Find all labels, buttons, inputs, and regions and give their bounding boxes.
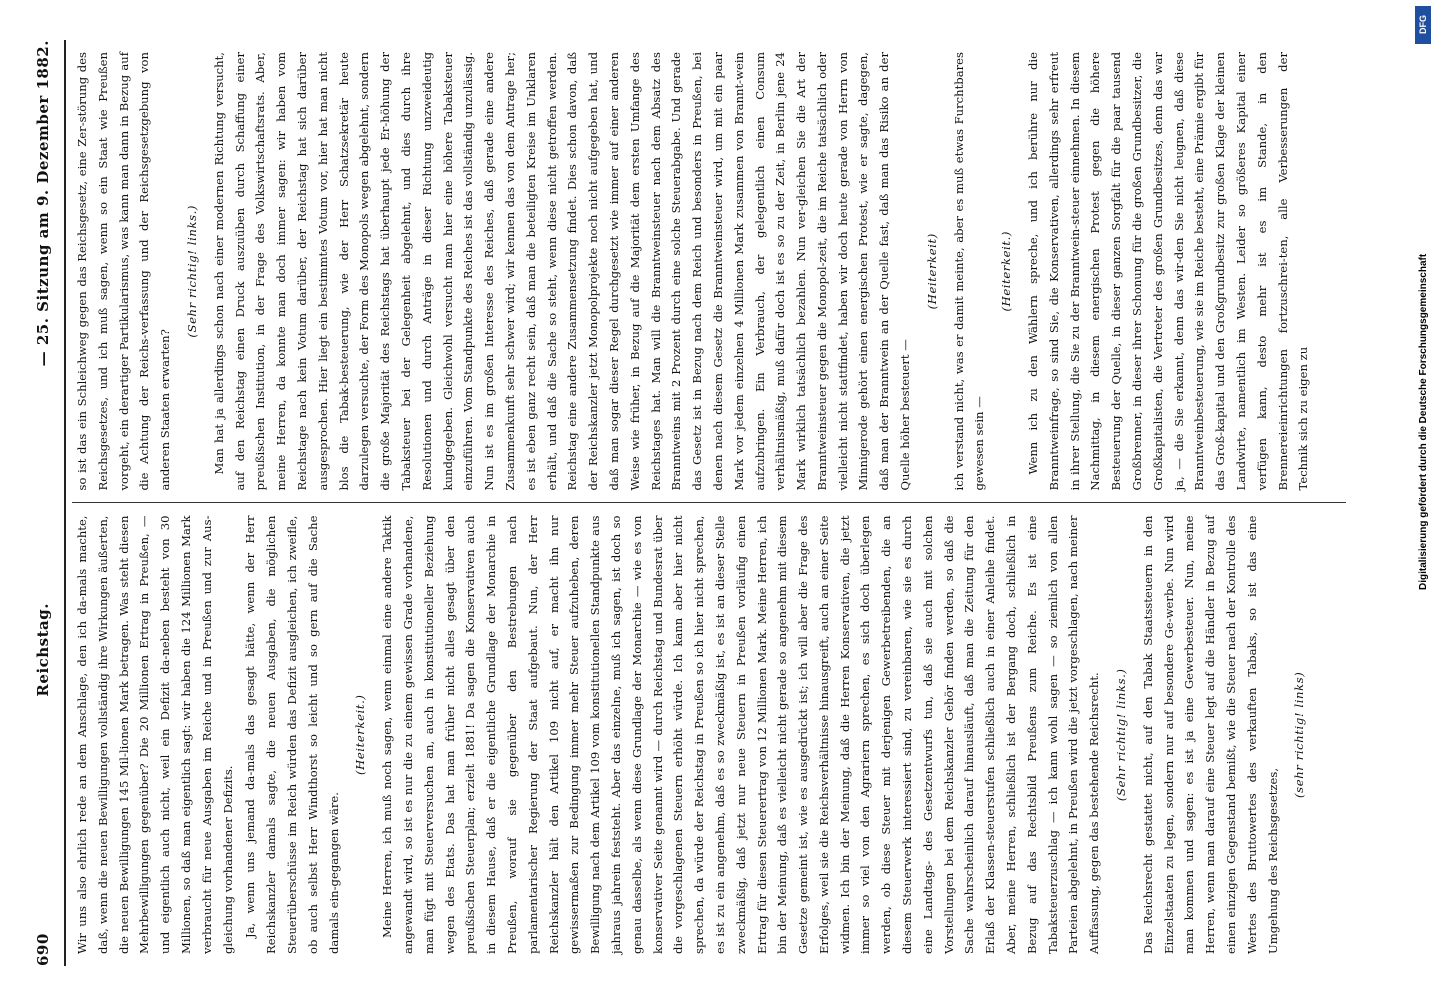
reaction-note: (Sehr richtig! links.) [184,204,199,338]
header-rule [64,40,66,966]
venue-title: Reichstag. [34,603,52,697]
column-left [72,504,1346,967]
reaction-note: (Heiterkeit.) [999,230,1014,312]
paragraph-continuation: so ist das ein Schleichweg gegen das Reichsgesetz, eine Zer-störung des Reichsgesetzes, und ich muß sagen, wenn so ein Staat wie Preußen vorgeht, ein derartiger Partikularismus, was kann man dann in Bezug auf die Achtung der Reichs-verfassung und der Reichsgesetzgebung von anderen Staaten erwarten? [75,52,173,491]
paragraph: Wenn ich zu den Wählern spreche, und ich berühre nur die Branntweinfrage, so sind Sie, die Konservativen, allerdings sehr erfreut in ihrer Stellung, die Sie zu der Branntwein-steuer einnehmen. In diesem Nachmittag, in diesem energischen Protest gegen die höhere Besteuerung der Quelle, in dieser ganzen Sorgfalt für die paar tausend Großbrenner, in dieser ihrer Schonung für die großen Grundbesitzer, die Großkapitalisten, die Vertreter des großen Grundbesitzes, denn das war ja, — die Sie erkannt, denn das wir-den Sie nicht leugnen, daß diese Branntweinbesteuerung, wie sie im Reiche besteht, eine Prämie ergibt für das Groß-kapital und den Großgrundbesitz zur großen Klage der kleinen Landwirte, namentlich im Westen. Leider so größeres Kapital einer verfügen kann, desto mehr ist es im Stande, in den Brennereieinrichtungen fortzuschrei-ten, alle Verbesserungen der Technik sich zu eigen zu [1026,52,1311,491]
paragraph-continuation: ich verstand nicht, was er damit meinte, aber es muß etwas Furchtbares gewesen sein — [951,52,987,491]
reaction-note: (Heiterkeit) [924,233,939,310]
column-right [72,40,1346,504]
paragraph: Man hat ja allerdings schon nach einer modernen Richtung versucht, auf den Reichstag einen Druck auszuüben durch Schaffung einer preußischen Institution, in der Frage des Volkswirtschaftsrats. Aber, meine Herren, da konnte man doch immer sagen: wir haben vom Reichstage nach kein Votum darüber, der Reichstag hat sich darüber ausgesprochen. Hier liegt ein bestimmtes Votum vor, hier hat man nicht blos die Tabak-besteuerung, wie der Herr Schatzsekretär heute darzulegen versuchte, der Form des Monopols wegen abgelehnt, sondern die große Majorität des Reichstags hat überhaupt jede Er-höhung der Tabaksteuer bei der Gelegenheit abgelehnt, und dies durch ihre Resolutionen und durch Anträge in dieser Richtung unzweideutig kundgegeben. Gleichwohl versucht man hier eine höhere Tabaksteuer einzuführen. Vom Standpunkte des Reiches ist das vollständig unzulässig. Nun ist es im großen Interesse des Reiches, daß gerade eine andere Zusammenkunft sehr schwer wird; wir kennen das von dem Antrage her; es ist eben ganz recht sein, daß man die beteiligten Kreise im Unklaren erhält, und daß die Sache so steht, wenn diese nicht getroffen werden. Reichstag eine andere Zusammensetzung findet. Dies schon davon, daß der Reichskanzler jetzt Monopolprojekte noch nicht aufgegeben hat, und daß man sogar dieser Regel durchgesetzt wie immer auf einer anderen Weise wie früher, in Bezug auf die Majorität dem ersten Umfange des Reichstages hat. Man will die Branntweinsteuer nach dem Absatz des Branntweins mit 2 Prozent durch eine solche Steuerabgabe. Und gerade das Gesetz ist in Bezug nach dem Reich und besonders in Preußen, bei denen nach diesem Gesetz die Branntweinsteuer wird, um mit ein paar Mark vor jedem einzelnen 4 Millionen Mark zusammen von Brannt-wein aufzubringen. Ein Verbrauch, der gelegentlich einen Consum verhältnismäßig, muß dafür doch ist es so zu der Zeit, in Berlin jene 24 Mark wirklich tatsächlich bezahlen. Nun ver-gleichen Sie die Art der Branntweinsteuer gegen die Monopol-zeit, die im Reiche tatsächlich oder vielleicht nicht stattfindet, haben wir doch heute gerade von Herrn von Minnigerode gehört einen energischen Protest, wie er sagte, dagegen, daß man der Branntwein an der Quelle fast, daß man das Risiko an der Quelle höher besteuert — [211,52,913,491]
digitization-credit: Digitalisierung gefördert durch die Deutsche Forschungsgemeinschaft [1418,253,1429,590]
reaction-note: (Sehr richtig! links.) [1114,668,1129,802]
paragraph: Ja, wenn uns jemand da-mals das gesagt hätte, wenn der Herr Reichskanzler damals sagte, die neuen Ausgaben, die möglichen Steuerüberschüsse im Reich würden das Defizit ausgleichen, ich zweifle, ob auch selbst Herr Windthorst so leicht und so gern auf die Sache damals ein-gegangen wäre. [243,515,341,954]
paragraph: Meine Herren, ich muß noch sagen, wenn einmal eine andere Taktik angewandt wird, so ist es nur die zu einem gewissen Grade vorhandene, man fügt mit Steuerversuchen an, auch in konstitutioneller Beziehung wegen des Etats. Das hat man früher nicht alles gesagt über den preußischen Steuerplan; erzielt 1881! Da sagen die Konservativen auch in diesem Hause, daß er die eigentliche Grundlage der Monarchie in Preußen, worauf sie gegenüber den Bestrebungen nach parlamentarischer Regierung der Staat aufgebaut. Nun, der Herr Reichskanzler hält den Artikel 109 nicht auf, er macht ihn nur gewissermaßen zur Bedingung immer mehr Steuer aufzuheben, deren Bewilligung nach dem Artikel 109 vom konstitutionellen Standpunkte aus jahraus jahrein feststeht. Aber das einzelne, muß ich sagen, ist doch so genau dasselbe, als wenn diese Grundlage der Monarchie — wie es von konservativer Seite genannt wird — durch Reichstag und Bundesrat über die vorgeschlagenen Steuern erhöht würde. Ich kann aber hier nicht sprechen, da würde der Reichstag in Preußen so ich hier nicht sprechen, es ist zu ein angenehm, daß es so zweckmäßig ist, es ist an dieser Stelle zweckmäßig, daß jetzt nur neue Steuern in Preußen vorläufig einen Ertrag für diesen Steuerertrag von 12 Millionen Mark. Meine Herren, ich bin der Meinung, daß es vielleicht nicht gerade so angenehm mit diesem Gesetze gemeint ist, wie es ausgedrückt ist; ich will aber die Frage des Erfolges, weil sie die Reichsverhältnisse hinausgreift, auch an einer Seite widmen. Ich bin der Meinung, daß die Herren Konservativen, die jetzt immer so viel von den Agrariern sprechen, es sich doch überlegen werden, ob diese Steuer mit derjenigen Gewerbetreibenden, die an diesem Steuerwerk interessiert sind, zu vereinbaren, wie sie es durch eine Landtags- des Gesetzentwurfs tun, daß sie auch mit solchen Vorstellungen bei dem Reichskanzler Gehör finden werden, so daß die Sache wahrscheinlich darauf hinausläuft, daß man die Zeitung für den Erlaß der Klassen-steuerstufen schließlich auch in einer Anleihe findet. Aber, meine Herren, schließlich ist der Bergang doch, schließlich in Bezug auf das Rechtsbild Preußens zum Reiche. Es ist eine Tabaksteuerzuschlag — ich kann wohl sagen — so ziemlich von allen Parteien abgelehnt, in Preußen wird die jetzt vorgeschlagen, nach meiner Auffassung, gegen das bestehende Reichsrecht. [380,515,1102,954]
page-number: 690 [34,933,52,966]
text-columns [72,40,1346,966]
dfg-logo: DFG [1415,6,1431,44]
paragraph-continuation: Wir uns also ehrlich rede an dem Anschlage, den ich da-mals machte, daß, wenn die neuen Bewilligungen vollständig ihre Wirkungen äußerten, die neuen Bewilligungen 145 Mil-lionen Mark betragen. Was steht diesen Mehrbewilligungen gegenüber? Die 20 Millionen Ertrag in Preußen, — und eigentlich auch nicht, weil ein Defizit da-neben besteht von 30 Millionen, so daß man eigentlich sagt: wir haben die 124 Millionen Mark verbraucht für neue Ausgaben im Reiche und in Preußen und zur Aus-gleichung vorhandener Defizits. [75,515,235,954]
session-title: — 25. Sitzung am 9. Dezember 1882. [34,40,52,367]
reaction-note: (Heiterkeit.) [353,694,368,776]
paragraph-continuation: Das Reichsrecht gestattet nicht, auf den Tabak Staatssteuern in den Einzelstaaten zu legen, sondern nur auf besondere Ge-werbe. Nun wird man kommen und sagen: es ist ja eine Gewerbesteuer. Nun, meine Herren, wenn man darauf eine Steuer legt auf die Händler in Bezug auf einen einzigen Gegenstand bemißt, wie die Steuer nach der Kontrolle des Wertes des Bruttowertes des verkauften Tabaks, so ist das eine Umgehung des Reichsgesetzes, [1140,515,1280,954]
reaction-note: (sehr richtig! links) [1292,671,1307,798]
scanned-page [6,0,1386,1000]
page-header [26,40,60,966]
